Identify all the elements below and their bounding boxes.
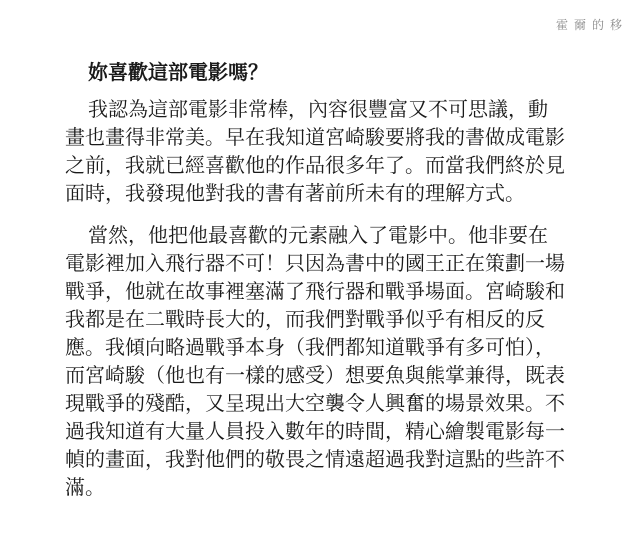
text-line: 滿。 bbox=[65, 475, 105, 499]
running-header: 霍爾的移 bbox=[555, 18, 628, 32]
section-heading: 妳喜歡這部電影嗎？ bbox=[88, 60, 268, 84]
text-line: 我都是在二戰時長大的，而我們對戰爭似乎有相反的反 bbox=[65, 307, 545, 331]
text-line: 我認為這部電影非常棒，內容很豐富又不可思議，動 bbox=[88, 97, 548, 121]
text-line: 戰爭，他就在故事裡塞滿了飛行器和戰爭場面。宮崎駿和 bbox=[65, 279, 565, 303]
text-line: 幀的畫面，我對他們的敬畏之情遠超過我對這點的些許不 bbox=[65, 447, 565, 471]
text-line: 而宮崎駿（他也有一樣的感受）想要魚與熊掌兼得，既表 bbox=[65, 363, 565, 387]
text-line: 畫也畫得非常美。早在我知道宮崎駿要將我的書做成電影 bbox=[65, 125, 565, 149]
text-line: 過我知道有大量人員投入數年的時間，精心繪製電影每一 bbox=[65, 419, 565, 443]
text-line: 當然，他把他最喜歡的元素融入了電影中。他非要在 bbox=[88, 223, 548, 247]
text-line: 之前，我就已經喜歡他的作品很多年了。而當我們終於見 bbox=[65, 153, 565, 177]
paragraph-1 bbox=[65, 95, 625, 207]
body-text bbox=[65, 95, 625, 515]
text-line: 電影裡加入飛行器不可！只因為書中的國王正在策劃一場 bbox=[65, 251, 565, 275]
text-line: 現戰爭的殘酷，又呈現出大空襲令人興奮的場景效果。不 bbox=[65, 391, 565, 415]
text-line: 面時，我發現他對我的書有著前所未有的理解方式。 bbox=[65, 181, 525, 205]
paragraph-2 bbox=[65, 221, 625, 501]
text-line: 應。我傾向略過戰爭本身（我們都知道戰爭有多可怕）， bbox=[65, 335, 555, 359]
